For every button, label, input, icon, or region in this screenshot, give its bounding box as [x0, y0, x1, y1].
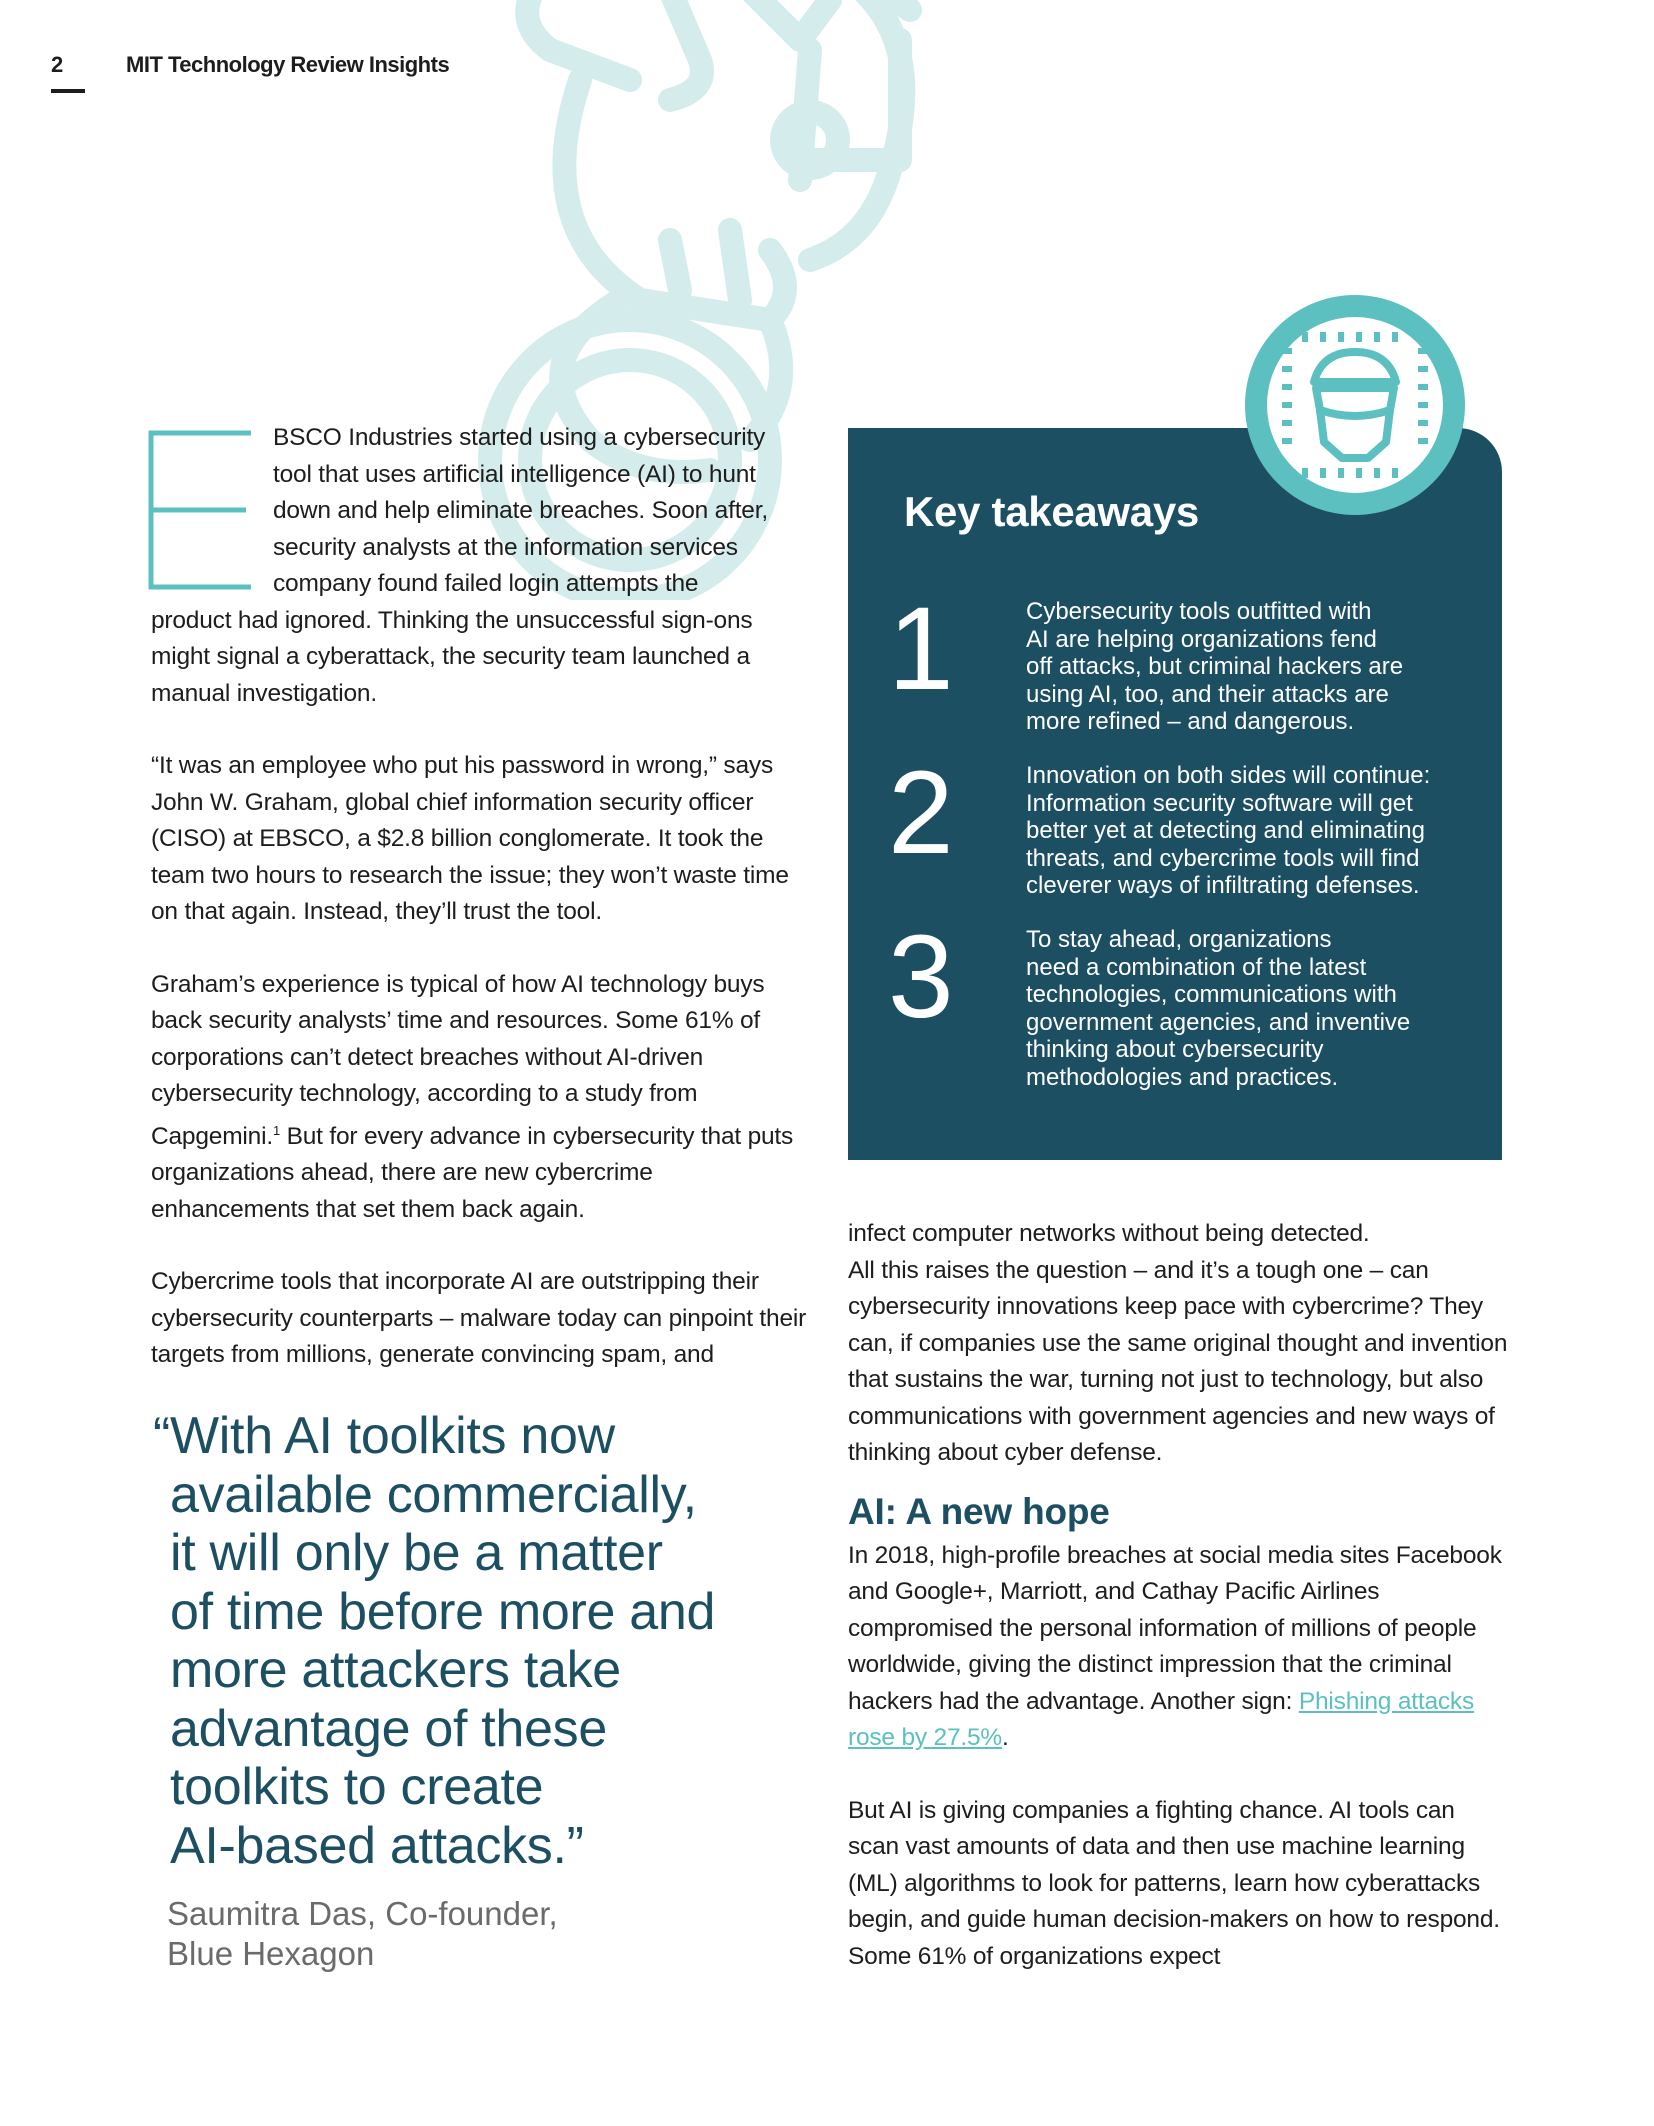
- pull-quote: [153, 1407, 793, 1875]
- takeaway-line: more refined – and dangerous.: [1026, 708, 1355, 735]
- takeaway-line: Innovation on both sides will continue:: [1026, 762, 1431, 789]
- quote-line: of time before more and: [170, 1582, 716, 1641]
- takeaway-line: methodologies and practices.: [1026, 1063, 1339, 1091]
- quote-line: “With AI toolkits now: [153, 1407, 615, 1465]
- article-right-column: [848, 1216, 1508, 1975]
- paragraph-text: .: [1002, 1724, 1009, 1751]
- takeaway-line: thinking about cybersecurity: [1026, 1036, 1324, 1063]
- takeaway-text: [1026, 598, 1486, 736]
- paragraph-ai-fighting-chance: But AI is giving companies a fighting chance. AI tools can scan vast amounts of data and then use machine learning (ML) algorithms to look for patterns, learn how cyberattacks begin, and guide human decision-makers on how to respond. Some 61% of organizations expect: [848, 1796, 1500, 1970]
- takeaway-line: using AI, too, and their attacks are: [1026, 680, 1389, 708]
- quote-line: toolkits to create: [170, 1758, 544, 1816]
- hacker-face-icon: [1242, 292, 1468, 518]
- takeaway-line: Information security software will get: [1026, 789, 1413, 817]
- quote-line: AI-based attacks.”: [170, 1816, 584, 1875]
- intro-line: BSCO Industries started using a cybersecurity: [273, 424, 766, 451]
- takeaway-line: government agencies, and inventive: [1026, 1008, 1411, 1036]
- paragraph-breaches: [848, 1538, 1508, 1757]
- intro-line: down and help eliminate breaches. Soon after,: [273, 497, 768, 524]
- paragraph-text: Graham’s experience is typical of how AI technology buys back security analysts’ time and resources. Some 61% of corporations can’t detect breaches without AI-driven cybersecurity technology, according to a study from Capgemini.: [151, 970, 765, 1150]
- intro-line: security analysts at the information services: [273, 533, 738, 561]
- page-number: 2: [51, 52, 64, 77]
- paragraph-capgemini: [151, 967, 811, 1229]
- takeaway-line: better yet at detecting and eliminating: [1026, 817, 1425, 844]
- intro-rest: product had ignored. Thinking the unsuccessful sign-ons might signal a cyberattack, the security team launched a manual investigation.: [151, 606, 753, 707]
- paragraph-continued: infect computer networks without being detected.: [848, 1220, 1370, 1247]
- paragraph-text: But for every advance in cybersecurity that puts organizations ahead, there are new cybercrime enhancements that set them back again.: [151, 1122, 794, 1223]
- takeaway-line: threats, and cybercrime tools will find: [1026, 844, 1420, 872]
- quote-attribution: [167, 1894, 558, 1974]
- paragraph-cybercrime-tools: Cybercrime tools that incorporate AI are outstripping their cybersecurity counterparts – malware today can pinpoint their targets from millions, generate convincing spam, and: [151, 1268, 807, 1369]
- takeaway-line: Cybersecurity tools outfitted with: [1026, 598, 1372, 625]
- takeaway-line: need a combination of the latest: [1026, 953, 1367, 981]
- paragraph-graham-quote: “It was an employee who put his password in wrong,” says John W. Graham, global chief information security officer (CISO) at EBSCO, a $2.8 billion conglomerate. It took the team two hours to research the issue; they won’t waste time on that again. Instead, they’ll trust the tool.: [151, 752, 789, 925]
- key-takeaways-box: [848, 428, 1502, 1160]
- takeaway-number: 1: [888, 583, 954, 715]
- publication-name: MIT Technology Review Insights: [126, 52, 450, 77]
- takeaway-line: cleverer ways of infiltrating defenses.: [1026, 872, 1420, 899]
- quote-line: advantage of these: [170, 1699, 607, 1758]
- attribution-company: Blue Hexagon: [167, 1935, 375, 1972]
- takeaway-number: 3: [888, 911, 954, 1043]
- article-left-column: [151, 420, 811, 1374]
- footnote-marker: 1: [272, 1122, 280, 1138]
- takeaway-line: AI are helping organizations fend: [1026, 625, 1377, 653]
- page-number-underline: [51, 89, 85, 93]
- takeaway-text: [1026, 762, 1486, 900]
- paragraph-text: In 2018, high-profile breaches at social media sites Facebook and Google+, Marriott, and Cathay Pacific Airlines compromised the personal information of millions of people worldwide, giving the distinct impression that the criminal hackers had the advantage. Another sign:: [848, 1541, 1502, 1715]
- intro-line: company found failed login attempts the: [273, 570, 699, 597]
- takeaway-line: technologies, communications with: [1026, 981, 1397, 1008]
- section-heading: AI: A new hope: [848, 1490, 1110, 1532]
- takeaways-title: Key takeaways: [904, 488, 1199, 535]
- takeaway-line: To stay ahead, organizations: [1026, 926, 1332, 953]
- paragraph-question: All this raises the question – and it’s a tough one – can cybersecurity innovations keep pace with cybercrime? They can, if companies use the same original thought and invention that sustains the war, turning not just to technology, but also communications with government agencies and new ways of thinking about cyber defense.: [848, 1256, 1508, 1466]
- takeaway-line: off attacks, but criminal hackers are: [1026, 653, 1404, 680]
- quote-line: more attackers take: [170, 1641, 621, 1699]
- attribution-name: Saumitra Das, Co-founder,: [167, 1895, 558, 1932]
- intro-paragraph: [151, 420, 811, 712]
- phishing-stats-link[interactable]: Phishing attacks rose by 27.5%: [848, 1687, 1475, 1751]
- takeaway-number: 2: [888, 747, 954, 879]
- quote-line: available commercially,: [170, 1465, 697, 1524]
- intro-line: tool that uses artificial intelligence (AI) to hunt: [273, 460, 756, 488]
- takeaway-text: [1026, 926, 1486, 1091]
- quote-line: it will only be a matter: [170, 1524, 663, 1582]
